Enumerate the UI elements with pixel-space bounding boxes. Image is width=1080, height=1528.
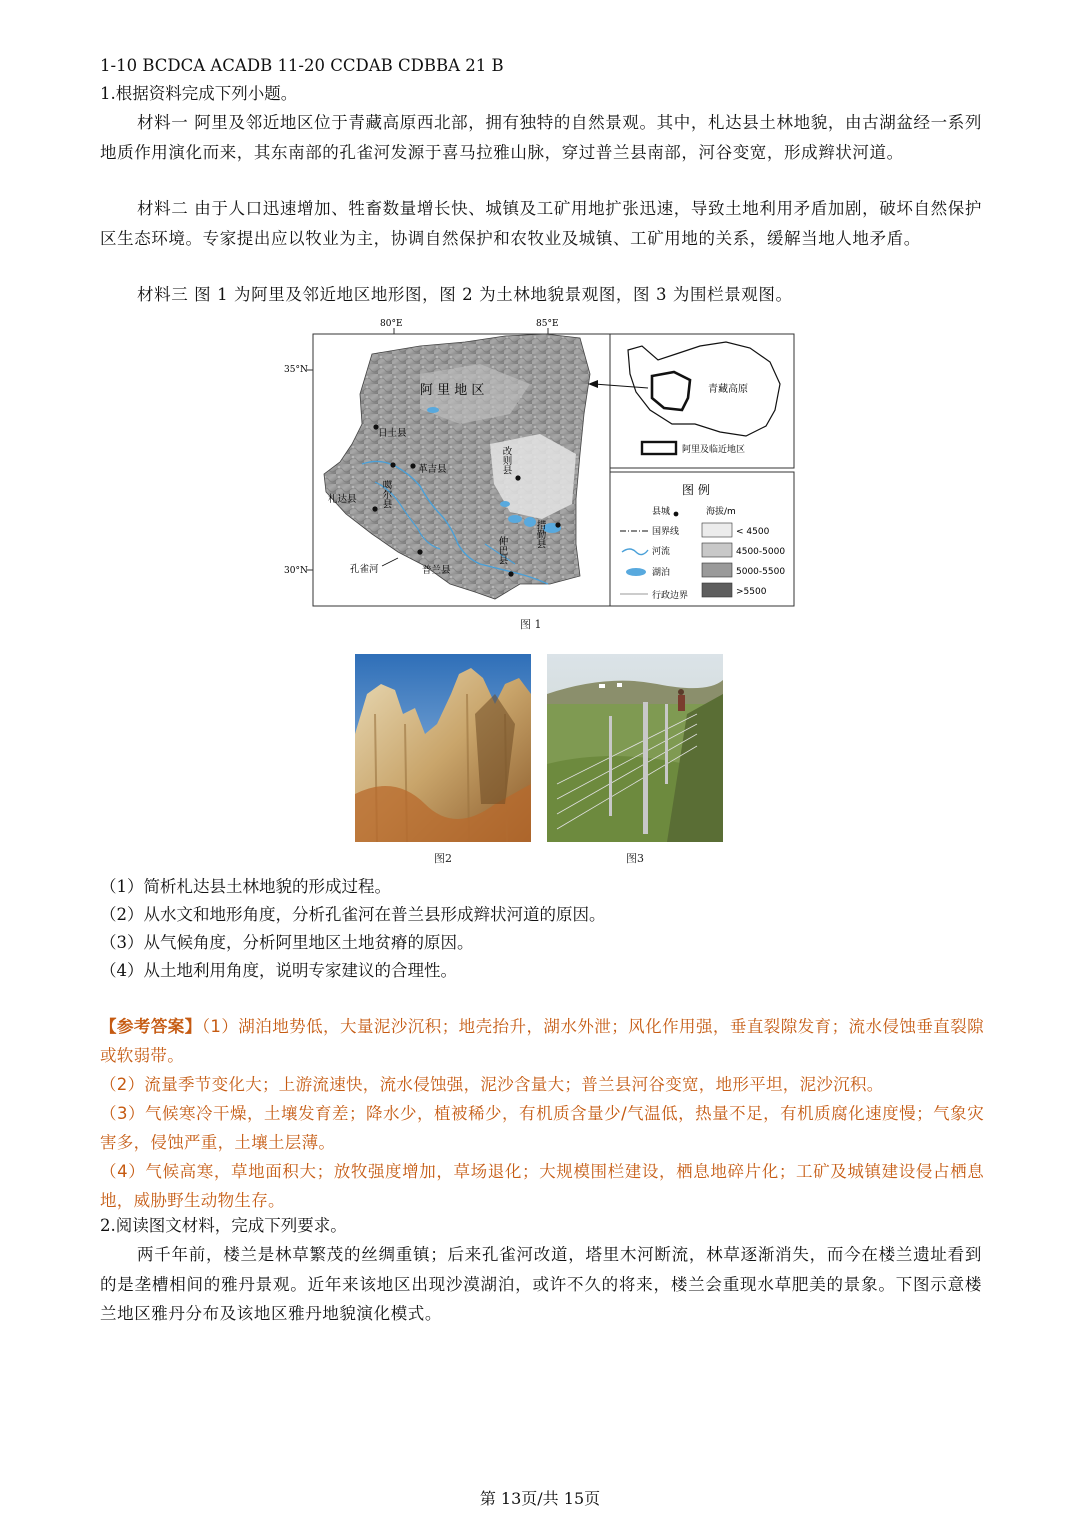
answer-text: （1）湖泊地势低，大量泥沙沉积；地壳抬升，湖水外泄；风化作用强，垂直裂隙发育；流水侵蚀垂直裂隙或软弱带。 — [100, 1017, 984, 1065]
county-label: 札达县 — [328, 494, 357, 505]
legend-elev-swatch — [702, 563, 732, 577]
legend-title: 图 例 — [682, 483, 710, 497]
county-label: 普兰县 — [422, 565, 451, 576]
question-1-1: （1）简析札达县土林地貌的形成过程。 — [100, 877, 391, 896]
answer-label: 【参考答案】 — [100, 1017, 202, 1036]
region-label: 阿 里 地 区 — [420, 383, 485, 398]
lake-icon — [427, 407, 439, 413]
figure-3-photo — [547, 654, 723, 842]
question-1-2: （2）从水文和地形角度，分析孔雀河在普兰县形成辫状河道的原因。 — [100, 905, 606, 924]
figure-1-map-svg — [280, 314, 800, 610]
legend-symbol-header: 县城 — [652, 507, 671, 517]
answer-3: （3）气候寒冷干燥，土壤发育差；降水少，植被稀少，有机质含量少/气温低，热量不足，有机质腐化速度慢；气象灾害多，侵蚀严重，土壤土层薄。 — [100, 1104, 984, 1152]
lon-label-85: 85°E — [536, 319, 559, 329]
answer-2: （2）流量季节变化大；上游流速快，流水侵蚀强，泥沙含量大；普兰县河谷变宽，地形平坦，泥沙沉积。 — [100, 1075, 884, 1094]
legend-symbol-label: 国界线 — [652, 527, 680, 537]
county-label: 仲巴县 — [496, 536, 508, 565]
lon-label-80: 80°E — [380, 319, 403, 329]
material-2: 材料二 由于人口迅速增加、牲畜数量增长快、城镇及工矿用地扩张迅速，导致土地利用矛盾加剧，破坏自然保护区生态环境。专家提出应以牧业为主，协调自然保护和农牧业及城镇、工矿用地的关系，缓解当地人地矛盾。 — [100, 199, 982, 248]
figure-2-caption: 图2 — [434, 852, 452, 865]
answer-4: （4）气候高寒，草地面积大；放牧强度增加，草场退化；大规模围栏建设，栖息地碎片化；工矿及城镇建设侵占栖息地，威胁野生动物生存。 — [100, 1162, 984, 1210]
legend-symbol-label: 湖泊 — [652, 568, 671, 578]
figure-2-photo — [355, 654, 531, 842]
county-label: 日土县 — [378, 428, 407, 439]
river-label: 孔雀河 — [350, 564, 379, 575]
figure-3-caption: 图3 — [626, 852, 644, 865]
figure-1-caption: 图 1 — [520, 618, 542, 631]
legend-elev-label: < 4500 — [736, 527, 770, 537]
material-1: 材料一 阿里及邻近地区位于青藏高原西北部，拥有独特的自然景观。其中，札达县土林地貌，由古湖盆经一系列地质作用演化而来，其东南部的孔雀河发源于喜马拉雅山脉，穿过普兰县南部，河谷变宽，形成辫状河道。 — [100, 113, 982, 162]
legend-elev-label: >5500 — [736, 587, 767, 597]
legend-elev-swatch — [702, 543, 732, 557]
answer-1 — [100, 1012, 984, 1070]
legend-elev-swatch — [702, 583, 732, 597]
legend-symbol-label: 河流 — [652, 547, 671, 557]
figure-1 — [280, 314, 800, 610]
lat-label-30: 30°N — [284, 566, 308, 576]
legend-elev-label: 4500-5000 — [736, 547, 786, 557]
county-label: 改则县 — [500, 446, 512, 475]
county-label: 噶尔县 — [380, 480, 392, 509]
question-2-stem: 2.阅读图文材料，完成下列要求。 — [100, 1216, 347, 1235]
legend-symbol-label: 行政边界 — [652, 591, 689, 601]
question-1-stem: 1.根据资料完成下列小题。 — [100, 84, 298, 103]
county-label: 革吉县 — [418, 464, 447, 475]
inset-legend-label: 阿里及临近地区 — [682, 445, 746, 455]
answer-key-line: 1-10 BCDCA ACADB 11-20 CCDAB CDBBA 21 B — [100, 56, 504, 75]
question-1-3: （3）从气候角度，分析阿里地区土地贫瘠的原因。 — [100, 933, 474, 952]
legend-elev-header: 海拔/m — [706, 507, 736, 517]
question-1-4: （4）从土地利用角度，说明专家建议的合理性。 — [100, 961, 457, 980]
legend-elev-swatch — [702, 523, 732, 537]
county-label: 措勤县 — [534, 520, 546, 549]
question-2-text: 两千年前，楼兰是林草繁茂的丝绸重镇；后来孔雀河改道，塔里木河断流，林草逐渐消失，而今在楼兰遗址看到的是垄槽相间的雅丹景观。近年来该地区出现沙漠湖泊，或许不久的将来，楼兰会重现水草肥美的景象。下图示意楼兰地区雅丹分布及该地区雅丹地貌演化模式。 — [100, 1245, 982, 1323]
lat-label-35: 35°N — [284, 365, 308, 375]
page-footer: 第 13页/共 15页 — [479, 1489, 601, 1508]
material-3: 材料三 图 1 为阿里及邻近地区地形图，图 2 为土林地貌景观图，图 3 为围栏景观图。 — [137, 285, 793, 304]
inset-label: 青藏高原 — [708, 384, 748, 395]
legend-elev-label: 5000-5500 — [736, 567, 786, 577]
